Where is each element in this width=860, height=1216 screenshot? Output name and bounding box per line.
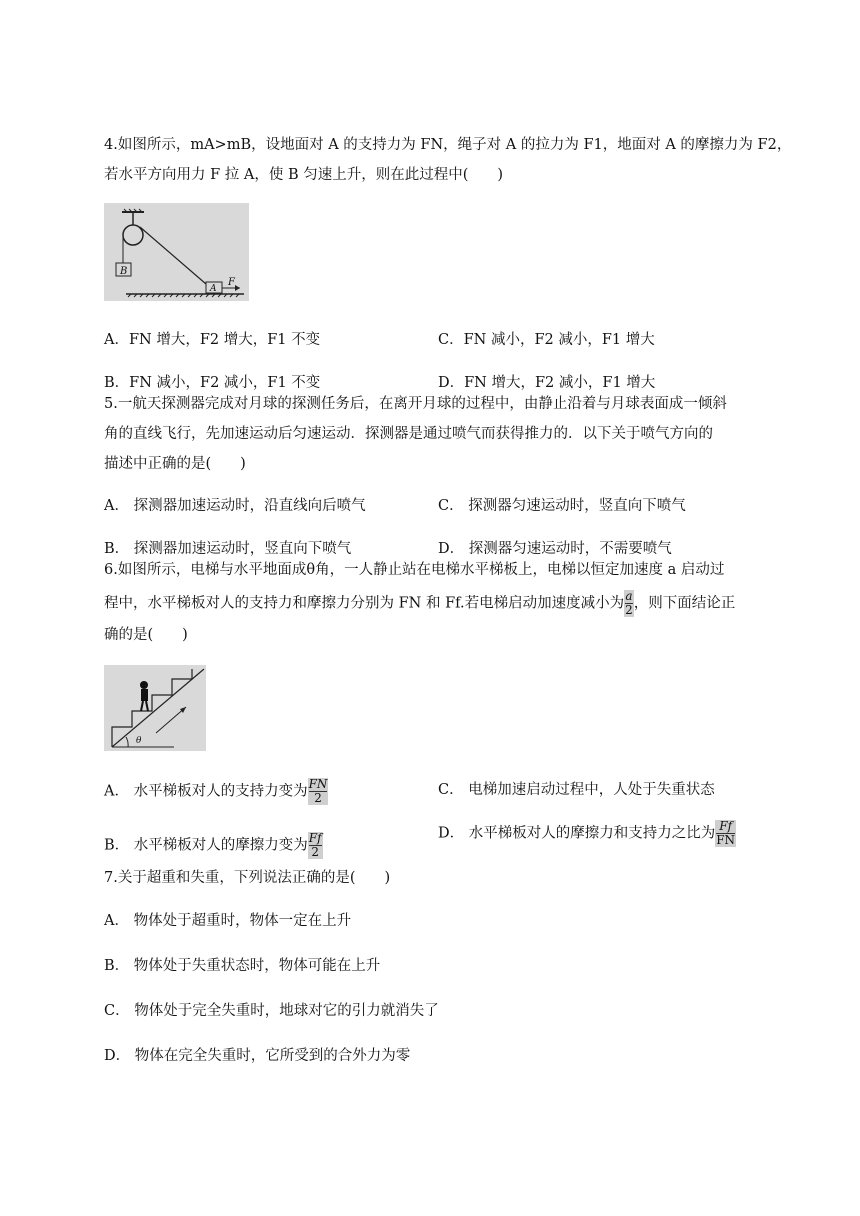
q6-fraction-ff-over-2: $\frac{Ff}{2}$ — [308, 831, 322, 859]
q6-fraction-a-over-2: $\frac{a}{2}$ — [625, 589, 633, 617]
q6-stem-line3: 确的是( ) — [104, 627, 188, 643]
q4-option-c[interactable]: C．FN 减小，F2 减小，F1 增大 — [438, 332, 655, 348]
q4-stem-line2: 若水平方向用力 F 拉 A，使 B 匀速上升，则在此过程中( ) — [104, 167, 504, 183]
q7-stem: 7.关于超重和失重，下列说法正确的是( ) — [104, 870, 391, 886]
q4-pulley-figure — [104, 203, 249, 301]
q5-option-b[interactable]: B． 探测器加速运动时，竖直向下喷气 — [104, 541, 352, 557]
q7-option-d[interactable]: D． 物体在完全失重时，它所受到的合外力为零 — [104, 1048, 411, 1064]
q5-stem-line3: 描述中正确的是( ) — [104, 456, 246, 472]
q4-option-b[interactable]: B．FN 减小，F2 减小，F1 不变 — [104, 375, 321, 391]
q6-stem-line2 — [104, 590, 735, 617]
q4-option-d[interactable]: D．FN 增大，F2 减小，F1 增大 — [438, 375, 656, 391]
q6-fraction-fn-over-2: $\frac{FN}{2}$ — [308, 777, 328, 805]
q7-option-c[interactable]: C． 物体处于完全失重时，地球对它的引力就消失了 — [104, 1003, 439, 1019]
q7-option-b[interactable]: B． 物体处于失重状态时，物体可能在上升 — [104, 958, 381, 974]
svg-text:θ: θ — [136, 736, 142, 746]
q6-fraction-ff-over-fn: $\frac{Ff}{FN}$ — [716, 819, 736, 847]
q6-stem-line1: 6.如图所示，电梯与水平地面成θ角，一人静止站在电梯水平梯板上，电梯以恒定加速度 a 启动过 — [104, 562, 725, 578]
q6-option-a[interactable]: A． 水平梯板对人的支持力变为 $\frac{FN}{2}$ — [104, 777, 328, 805]
svg-text:F: F — [228, 277, 235, 288]
q5-stem-line2: 角的直线飞行，先加速运动后匀速运动．探测器是通过喷气而获得推力的．以下关于喷气方向的 — [104, 426, 713, 442]
q6-stem-line2-text: 程中，水平梯板对人的支持力和摩擦力分别为 FN 和 Ff.若电梯启动加速度减小为 — [104, 595, 625, 612]
q6-option-d[interactable]: D． 水平梯板对人的摩擦力和支持力之比为 $\frac{Ff}{FN}$ — [438, 819, 736, 847]
q5-stem-line1: 5.一航天探测器完成对月球的探测任务后，在离开月球的过程中，由静止沿着与月球表面成一倾斜 — [104, 396, 727, 412]
svg-text:A: A — [210, 284, 217, 294]
q4-option-a[interactable]: A．FN 增大，F2 增大，F1 不变 — [104, 332, 321, 348]
q5-option-d[interactable]: D． 探测器匀速运动时，不需要喷气 — [438, 541, 672, 557]
q6-escalator-figure — [104, 665, 206, 751]
q5-option-a[interactable]: A． 探测器加速运动时，沿直线向后喷气 — [104, 498, 366, 514]
q6-option-b[interactable]: B． 水平梯板对人的摩擦力变为 $\frac{Ff}{2}$ — [104, 831, 322, 859]
q7-option-a[interactable]: A． 物体处于超重时，物体一定在上升 — [104, 913, 352, 929]
q4-stem-line1: 4.如图所示，mA>mB，设地面对 A 的支持力为 FN，绳子对 A 的拉力为 F1，地面对 A 的摩擦力为 F2， — [104, 137, 792, 153]
svg-text:B: B — [120, 266, 128, 277]
q5-option-c[interactable]: C． 探测器匀速运动时，竖直向下喷气 — [438, 498, 686, 514]
q6-stem-line2-tail: ，则下面结论正 — [633, 595, 736, 612]
q6-option-c[interactable]: C． 电梯加速启动过程中，人处于失重状态 — [438, 782, 715, 798]
